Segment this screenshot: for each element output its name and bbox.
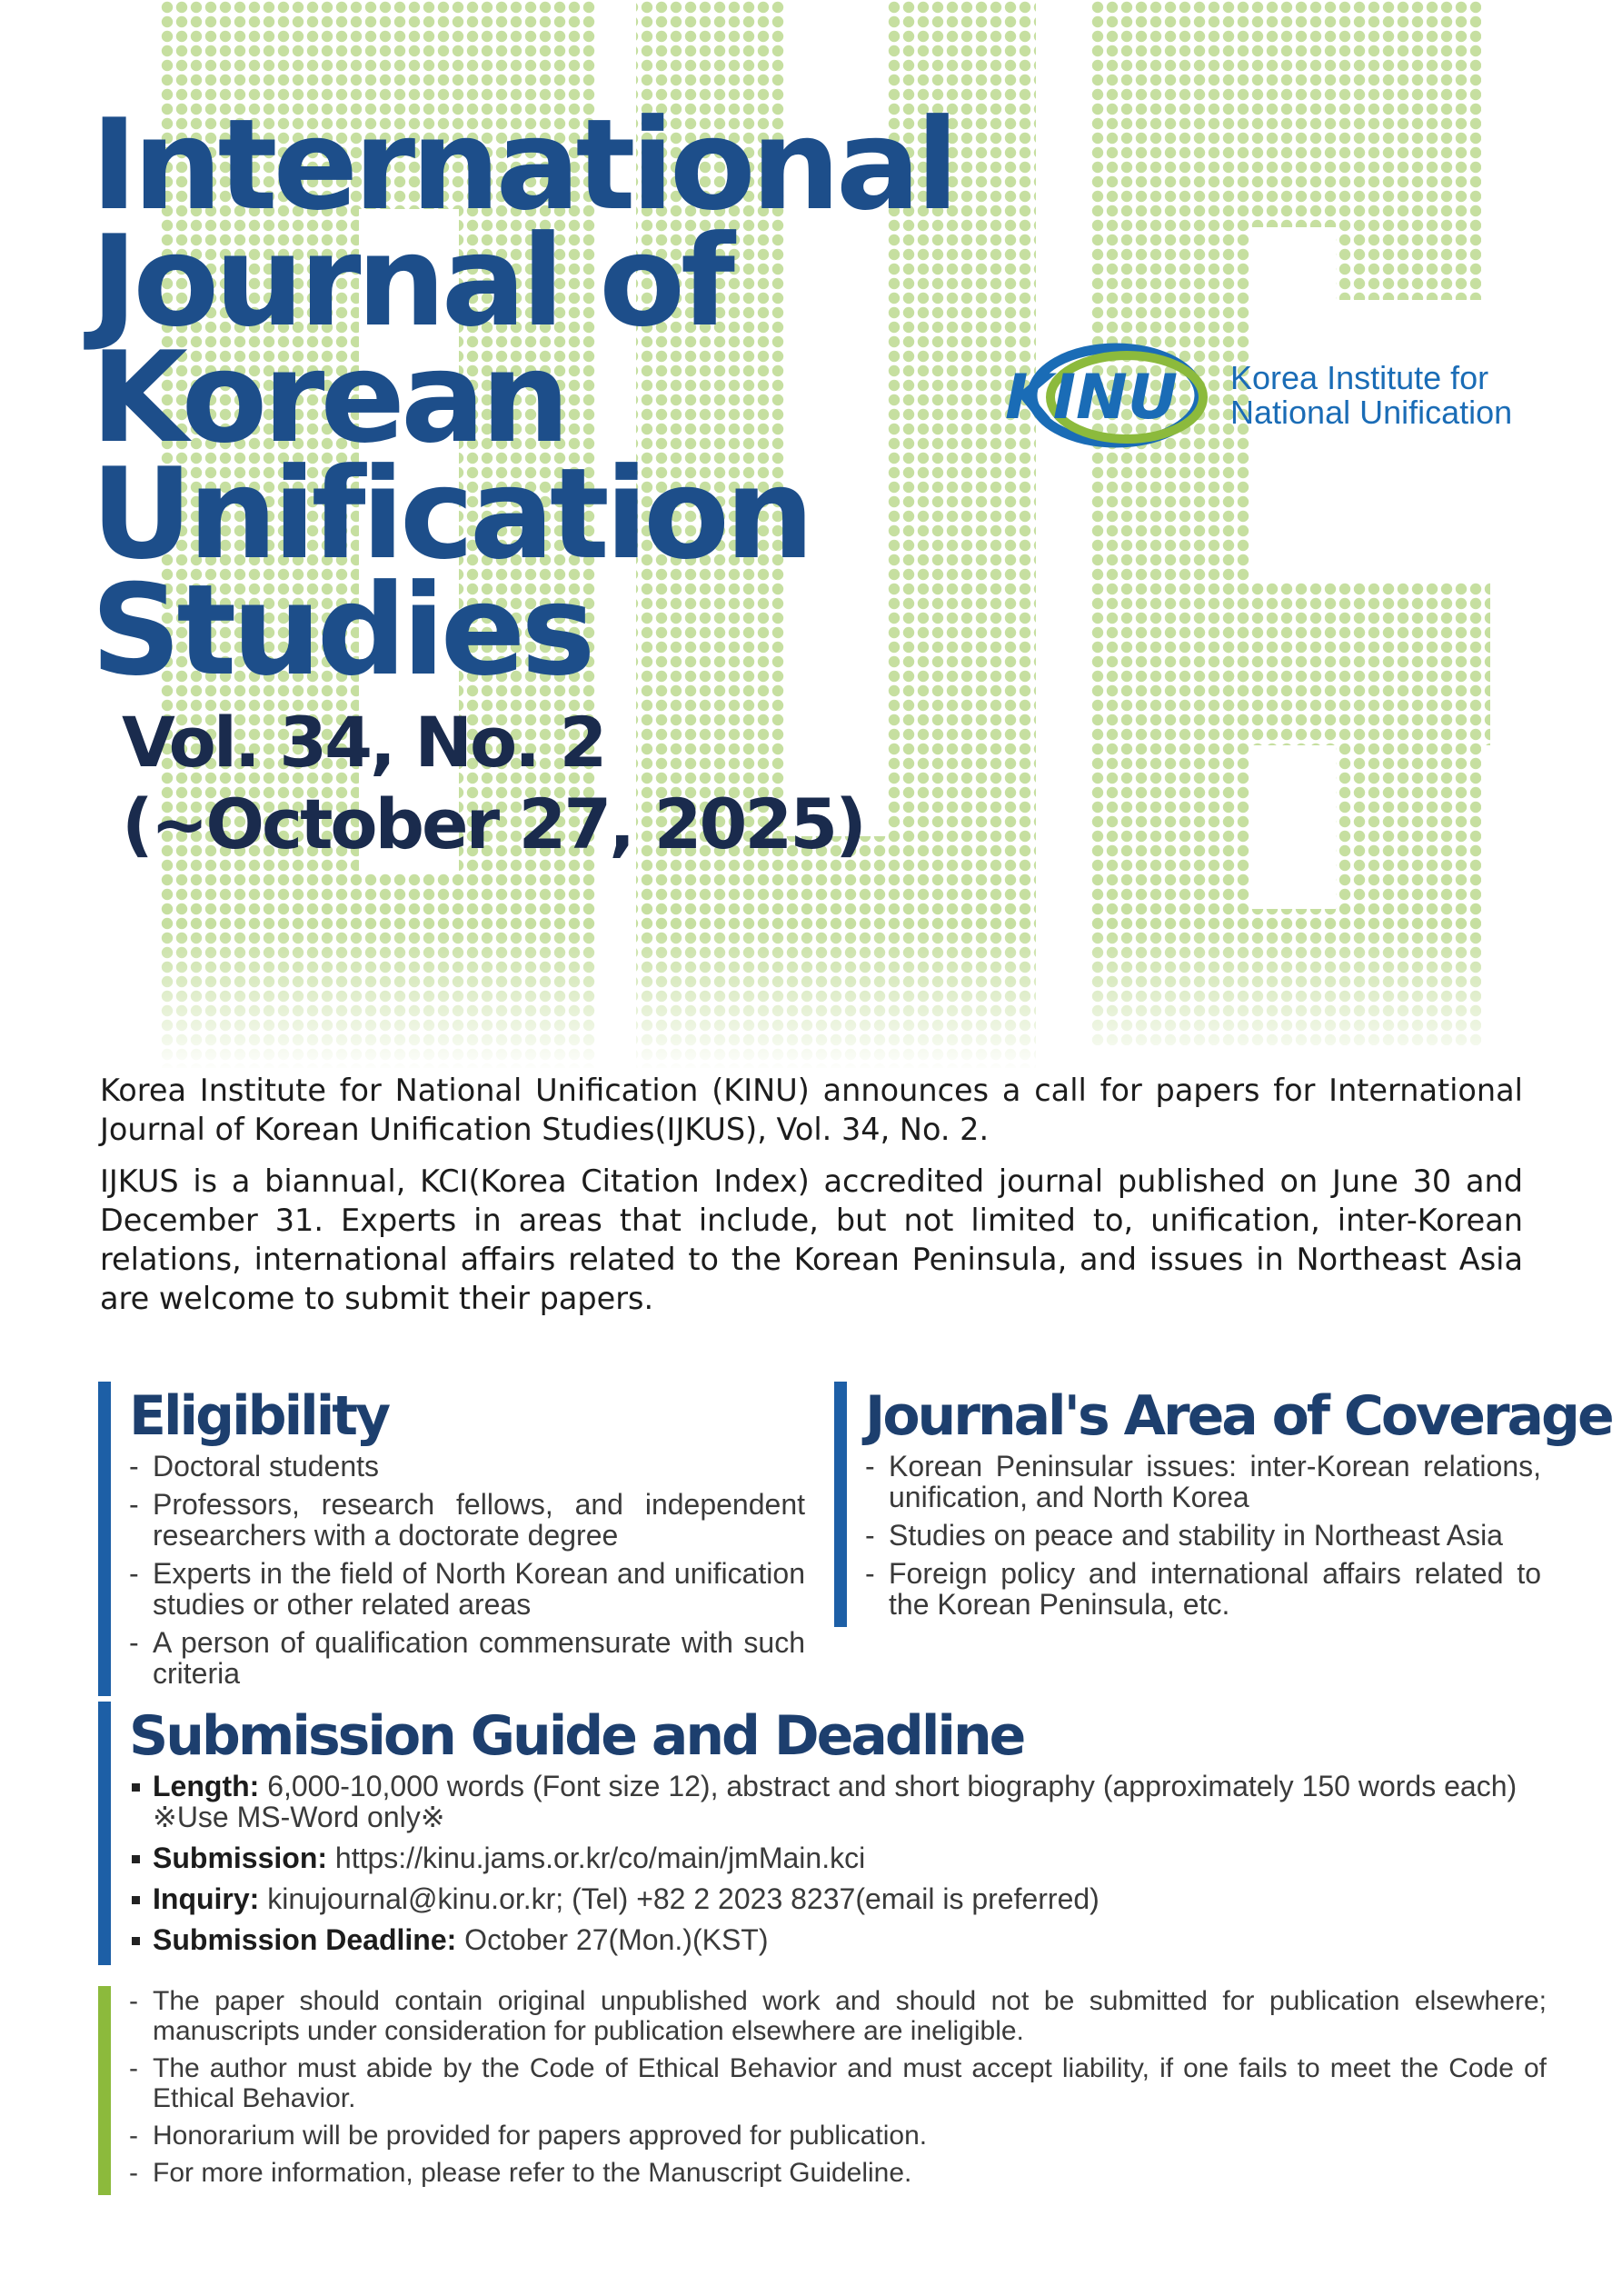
intro-paragraph-2: IJKUS is a biannual, KCI(Korea Citation Index) accredited journal published on June 30 and December 31. Experts in areas that include, but not limited to, unification, inter-Korean relations, international affairs related to the Korean Peninsula, and issues in Northeast Asia are welcome to submit their papers. — [100, 1163, 1523, 1316]
inquiry-contact: kinujournal@kinu.or.kr; (Tel) +82 2 2023 8237(email is preferred) — [267, 1882, 1100, 1915]
submission-url-link[interactable]: https://kinu.jams.or.kr/co/main/jmMain.kci — [334, 1842, 866, 1874]
eligibility-item: - Experts in the field of North Korean and unification studies or other related areas — [129, 1558, 805, 1620]
note-item: - Honorarium will be provided for papers approved for publication. — [129, 2121, 1547, 2151]
volume-number: Vol. 34, No. 2 — [122, 702, 605, 783]
journal-title-line-5: Studies — [91, 557, 592, 704]
journal-title-line-1: International — [91, 92, 955, 238]
inquiry-label: Inquiry: — [153, 1882, 260, 1915]
note-item: - For more information, please refer to the Manuscript Guideline. — [129, 2158, 1547, 2188]
journal-title-line-2: Journal of — [91, 208, 731, 354]
note-item: - The author must abide by the Code of Ethical Behavior and must accept liability, if one fails to meet the Code of Ethical Behavior. — [129, 2053, 1547, 2113]
intro-paragraph-1: Korea Institute for National Unification (KINU) announces a call for papers for International Journal of Korean Unification Studies(IJKUS), Vol. 34, No. 2. — [100, 1073, 1523, 1147]
deadline-value: October 27(Mon.)(KST) — [464, 1923, 769, 1956]
deadline-date: (~October 27, 2025) — [122, 784, 864, 864]
kinu-logo — [1000, 332, 1512, 459]
length-item — [129, 1771, 1547, 1832]
journal-title-line-4: Unification — [91, 441, 811, 587]
submission-label: Submission: — [153, 1842, 328, 1874]
eligibility-title: Eligibility — [129, 1384, 389, 1448]
eligibility-item: - Professors, research fellows, and independent researchers with a doctorate degree — [129, 1489, 805, 1551]
coverage-item: - Foreign policy and international affairs related to the Korean Peninsula, etc. — [865, 1558, 1541, 1620]
coverage-title: Journal's Area of Coverage — [865, 1384, 1612, 1448]
length-label: Length: — [153, 1770, 260, 1802]
coverage-section — [834, 1382, 1612, 1627]
journal-title-line-3: Korean — [91, 324, 566, 471]
title-block — [91, 92, 955, 865]
eligibility-section — [98, 1382, 805, 1696]
submission-url-item — [129, 1842, 1547, 1873]
intro-text — [100, 1071, 1523, 1331]
eligibility-item: - A person of qualification commensurate with such criteria — [129, 1627, 805, 1689]
length-value: 6,000-10,000 words (Font size 12), abstract and short biography (approximately 150 words each) ※Use MS-Word only※ — [153, 1770, 1518, 1833]
deadline-label: Submission Deadline: — [153, 1923, 457, 1956]
notes-section — [98, 1986, 1547, 2195]
kinu-logo-letters: KINU — [1005, 362, 1179, 434]
deadline-item — [129, 1924, 1547, 1955]
submission-title: Submission Guide and Deadline — [129, 1704, 1024, 1768]
submission-section — [98, 1702, 1547, 1965]
eligibility-item: - Doctoral students — [129, 1451, 805, 1482]
inquiry-item — [129, 1883, 1547, 1914]
logo-name-line-1: Korea Institute for — [1230, 359, 1489, 396]
note-item: - The paper should contain original unpublished work and should not be submitted for publication elsewhere; manuscripts under consideration for publication elsewhere are ineligible. — [129, 1986, 1547, 2046]
coverage-item: - Korean Peninsular issues: inter-Korean relations, unification, and North Korea — [865, 1451, 1541, 1512]
logo-name-line-2: National Unification — [1230, 394, 1513, 431]
coverage-item: - Studies on peace and stability in Northeast Asia — [865, 1520, 1541, 1551]
kinu-logo-mark — [1000, 332, 1227, 459]
